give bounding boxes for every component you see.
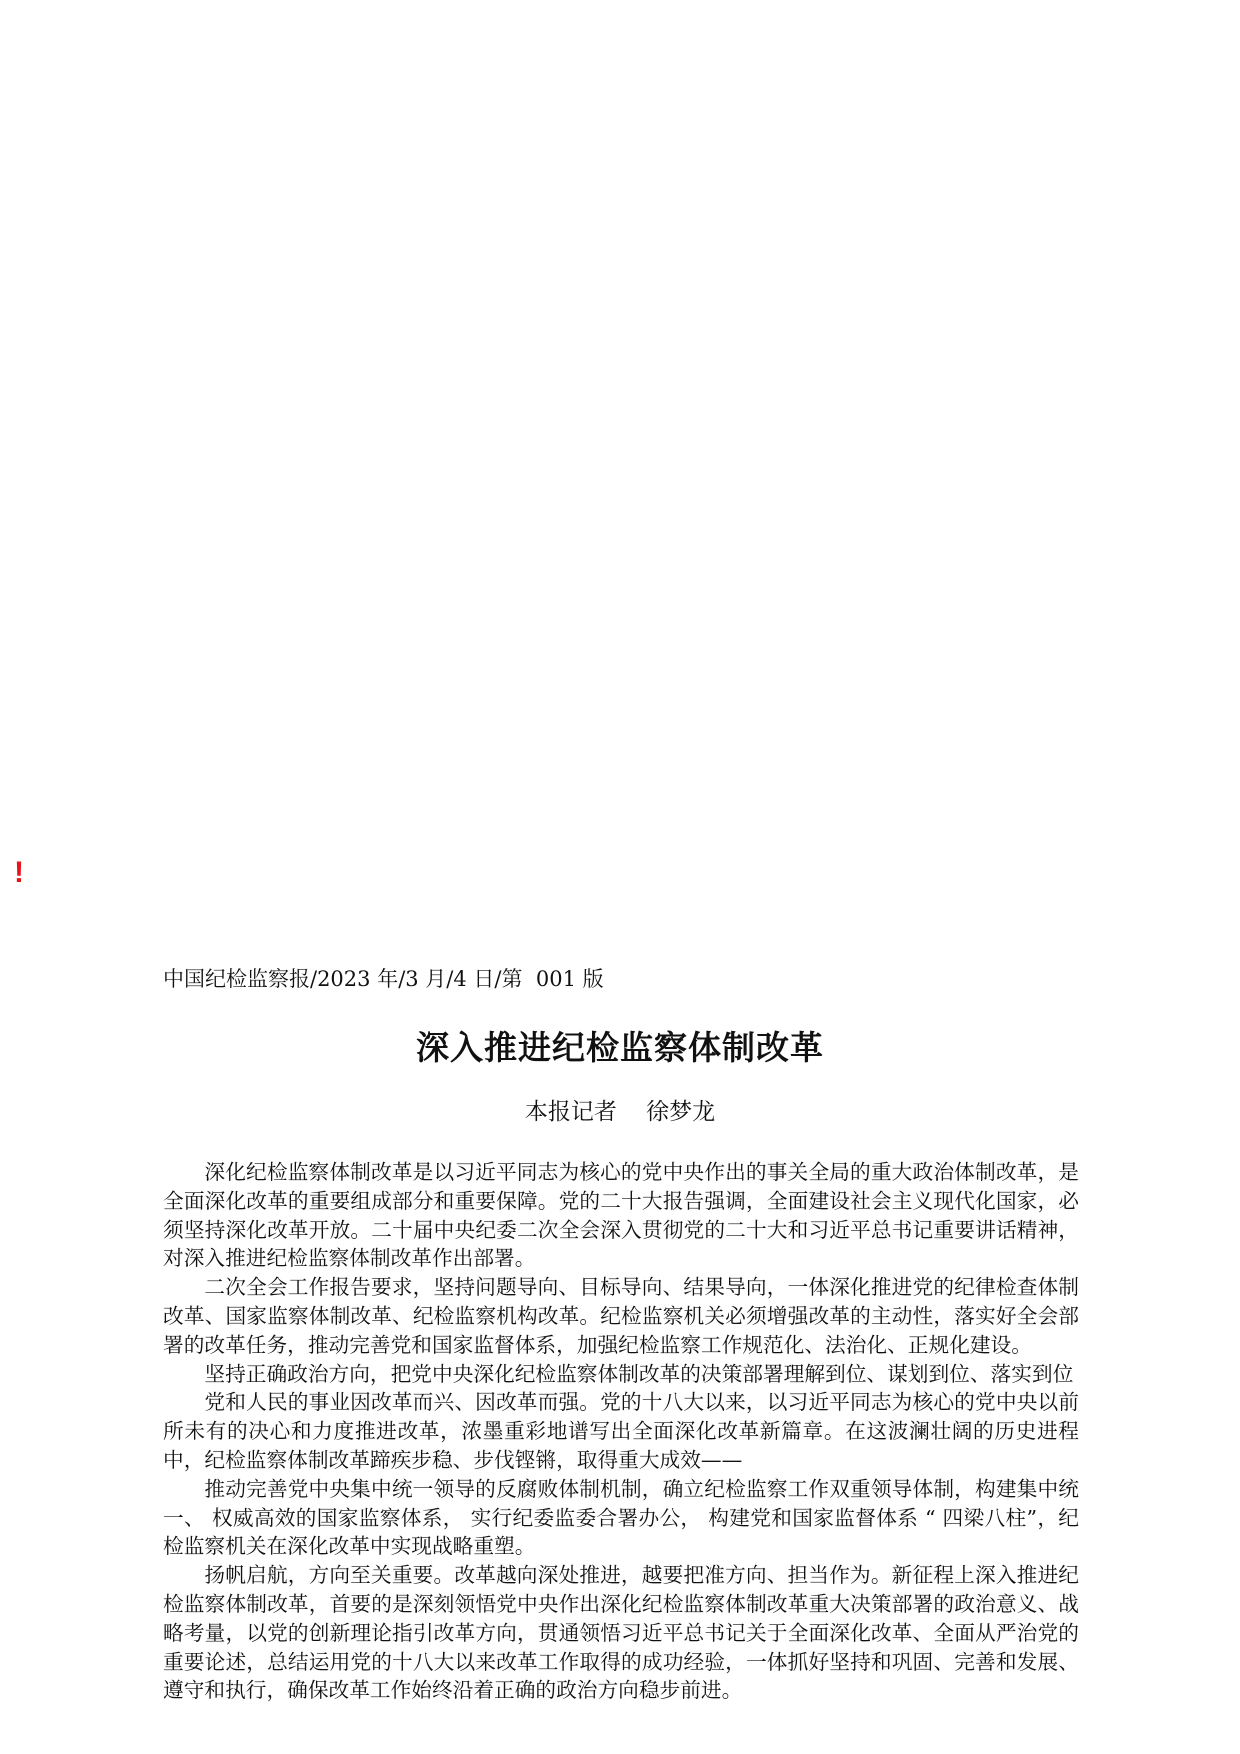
section-heading: 坚持正确政治方向，把党中央深化纪检监察体制改革的决策部署理解到位、谋划到位、落实到位	[204, 1361, 1074, 1386]
source-line: 中国纪检监察报/2023 年/3 月/4 日/第 001 版	[163, 967, 604, 991]
byline: 本报记者 徐梦龙	[524, 1099, 716, 1125]
article-title: 深入推进纪检监察体制改革	[416, 1028, 824, 1067]
article-body	[163, 1158, 1079, 1705]
paragraph: 扬帆启航，方向至关重要。改革越向深处推进，越要把准方向、担当作为。新征程上深入推进纪检监察体制改革，首要的是深刻领悟党中央作出深化纪检监察体制改革重大决策部署的政治意义、战略考量，以党的创新理论指引改革方向，贯通领悟习近平总书记关于全面深化改革、全面从严治党的重要论述，总结运用党的十八大以来改革工作取得的成功经验，一体抓好坚持和巩固、完善和发展、遵守和执行，确保改革工作始终沿着正确的政治方向稳步前进。	[163, 1563, 1079, 1703]
paragraph: 党和人民的事业因改革而兴、因改革而强。党的十八大以来，以习近平同志为核心的党中央以前所未有的决心和力度推进改革，浓墨重彩地谱写出全面深化改革新篇章。在这波澜壮阔的历史进程中，纪检监察体制改革蹄疾步稳、步伐铿锵，取得重大成效——	[163, 1390, 1079, 1472]
paragraph: 深化纪检监察体制改革是以习近平同志为核心的党中央作出的事关全局的重大政治体制改革，是全面深化改革的重要组成部分和重要保障。党的二十大报告强调，全面建设社会主义现代化国家，必须坚持深化改革开放。二十届中央纪委二次全会深入贯彻党的二十大和习近平总书记重要讲话精神，对深入推进纪检监察体制改革作出部署。	[163, 1160, 1079, 1271]
paragraph: 推动完善党中央集中统一领导的反腐败体制机制，确立纪检监察工作双重领导体制，构建集中统一、 权威高效的国家监察体系， 实行纪委监委合署办公， 构建党和国家监督体系 “ 四梁八柱”，纪检监察机关在深化改革中实现战略重塑。	[163, 1476, 1079, 1559]
red-exclamation-mark: !	[14, 856, 24, 889]
paragraph: 二次全会工作报告要求，坚持问题导向、目标导向、结果导向，一体深化推进党的纪律检查体制改革、国家监察体制改革、纪检监察机构改革。纪检监察机关必须增强改革的主动性，落实好全会部署的改革任务，推动完善党和国家监督体系，加强纪检监察工作规范化、法治化、正规化建设。	[163, 1275, 1079, 1357]
